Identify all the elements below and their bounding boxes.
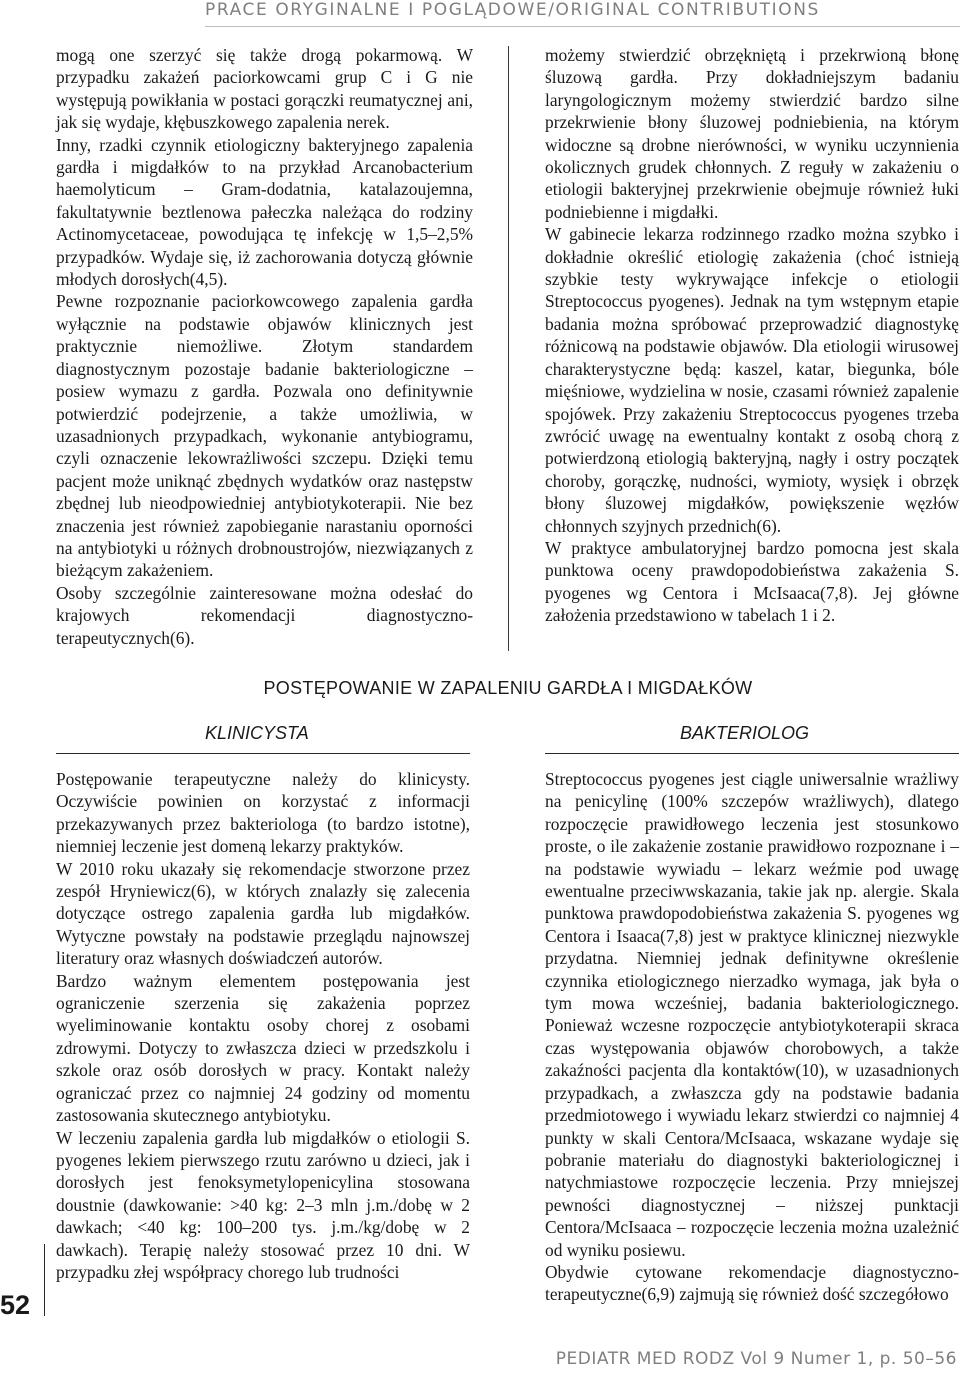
paragraph: Postępowanie terapeutyczne należy do klinicysty. Oczywiście powinien on korzystać z informacji przekazywanych przez bakteriologa (to bardzo istotne), niemniej leczenie jest domeną lekarzy praktyków.	[56, 769, 470, 857]
right-column-top	[545, 44, 959, 627]
page-number-divider	[44, 1244, 45, 1316]
paragraph: Osoby szczególnie zainteresowane można odesłać do krajowych rekomendacji diagnostyczno-terapeutycznych(6).	[56, 582, 473, 648]
clinician-column	[56, 768, 470, 1283]
header-divider	[205, 26, 960, 27]
bacteriologist-divider	[545, 753, 959, 754]
paragraph: W gabinecie lekarza rodzinnego rzadko można szybko i dokładnie określić etiologię zakażenia (choć istnieją szybkie testy wykrywające infekcje o etiologii Streptococcus pyogenes). Jednak na tym wstępnym etapie badania można spróbować przeprowadzić diagnostykę różnicową na podstawie objawów. Dla etiologii wirusowej charakterystyczne będą: kaszel, katar, biegunka, bóle mięśniowe, wydzielina w nosie, czasami również zapalenie spojówek. Przy zakażeniu Streptococcus pyogenes trzeba zwrócić uwagę na ewentualny kontakt z osobą chorą z potwierdzoną etiologią bakteryjną, nagły i ostry początek choroby, gorączkę, nudności, wymioty, wysięk i obrzęk błony śluzowej migdałków, powiększenie węzłów chłonnych szyjnych przednich(6).	[545, 224, 959, 536]
left-column-top	[56, 44, 473, 649]
paragraph: mogą one szerzyć się także drogą pokarmową. W przypadku zakażeń paciorkowcami grup C i G nie występują powikłania w postaci gorączki reumatycznej ani, jak się wydaje, kłębuszkowego zapalenia nerek.	[56, 45, 473, 133]
paragraph: W praktyce ambulatoryjnej bardzo pomocna jest skala punktowa oceny prawdopodobieństwa zakażenia S. pyogenes wg Centora i McIsaaca(7,8). Jej główne założenia przedstawiono w tabelach 1 i 2.	[545, 537, 959, 626]
paragraph: Pewne rozpoznanie paciorkowcowego zapalenia gardła wyłącznie na podstawie objawów klinicznych jest praktycznie niemożliwe. Złotym standardem diagnostycznym pozostaje badanie bakteriologiczne – posiew wymazu z gardła. Pozwala ono definitywnie potwierdzić podejrzenie, a także umożliwia, w uzasadnionych przypadkach, wykonanie antybiogramu, czyli oznaczenie lekowrażliwości szczepu. Dzięki temu pacjent może uniknąć zbędnych wydatków oraz następstw zbędnej lub nieodpowiedniej antybiotykoterapii. Nie bez znaczenia jest również zapobieganie narastaniu oporności na antybiotyki u różnych drobnoustrojów, niezwiązanych z bieżącym zakażeniem.	[56, 291, 473, 581]
paragraph: Inny, rzadki czynnik etiologiczny bakteryjnego zapalenia gardła i migdałków to na przykład Arcanobacterium haemolyticum – Gram-dodatnia, katalazoujemna, fakultatywnie beztlenowa pałeczka należąca do rodziny Actinomycetaceae, powodująca tę infekcję w 1,5–2,5% przypadków. Wydaje się, iż zachorowania dotyczą głównie młodych dorosłych(4,5).	[56, 134, 473, 290]
paragraph: W 2010 roku ukazały się rekomendacje stworzone przez zespół Hryniewicz(6), w których znalazły się zalecenia dotyczące ostrego zapalenia gardła lub migdałków. Wytyczne powstały na podstawie przeglądu najnowszej literatury oraz własnych doświadczeń autorów.	[56, 858, 470, 969]
column-divider	[508, 46, 509, 651]
paragraph: Obydwie cytowane rekomendacje diagnostyczno-terapeutyczne(6,9) zajmują się również dość szczegółowo	[545, 1261, 959, 1305]
section-title: POSTĘPOWANIE W ZAPALENIU GARDŁA I MIGDAŁKÓW	[263, 678, 753, 698]
clinician-heading: KLINICYSTA	[205, 723, 309, 743]
paragraph: W leczeniu zapalenia gardła lub migdałków o etiologii S. pyogenes lekiem pierwszego rzutu zarówno u dzieci, jak i dorosłych jest fenoksymetylopenicylina stosowana doustnie (dawkowanie: >40 kg: 2–3 mln j.m./dobę w 2 dawkach; <40 kg: 100–200 tys. j.m./kg/dobę w 2 dawkach). Terapię należy stosować przez 10 dni. W przypadku złej współpracy chorego lub trudności	[56, 1127, 470, 1282]
running-header: PRACE ORYGINALNE I POGLĄDOWE/ORIGINAL CONTRIBUTIONS	[205, 0, 820, 20]
journal-citation: PEDIATR MED RODZ Vol 9 Numer 1, p. 50–56	[555, 1349, 957, 1369]
paragraph: możemy stwierdzić obrzękniętą i przekrwioną błonę śluzową gardła. Przy dokładniejszym badaniu laryngologicznym możemy stwierdzić bardzo silne przekrwienie błony śluzowej podniebienia, na którym widoczne są drobne nierówności, w wyniku uczynnienia okolicznych grudek chłonnych. Z reguły w zakażeniu o etiologii bakteryjnej przekrwienie obejmuje również łuki podniebienne i migdałki.	[545, 45, 959, 222]
page-number: 52	[0, 1290, 31, 1320]
bacteriologist-column	[545, 768, 959, 1306]
clinician-divider	[56, 753, 470, 754]
paragraph: Bardzo ważnym elementem postępowania jest ograniczenie szerzenia się zakażenia poprzez wyeliminowanie kontaktu osoby chorej z osobami zdrowymi. Dotyczy to zwłaszcza dzieci w przedszkolu i szkole oraz osób dorosłych w pracy. Kontakt należy ograniczać przez co najmniej 24 godziny od momentu zastosowania skutecznego antybiotyku.	[56, 970, 470, 1126]
bacteriologist-heading: BAKTERIOLOG	[680, 723, 810, 743]
paragraph: Streptococcus pyogenes jest ciągle uniwersalnie wrażliwy na penicylinę (100% szczepów wrażliwych), dlatego rozpoczęcie prawidłowego leczenia jest stosunkowo proste, o ile zakażenie zostanie prawidłowo rozpoznane i – na podstawie wywiadu – lekarz weźmie pod uwagę ewentualne przeciwwskazania, takie jak np. alergie. Skala punktowa prawdopodobieństwa zakażenia S. pyogenes wg Centora i Isaaca(7,8) jest w praktyce klinicznej niezwykle przydatna. Niemniej jednak definitywne określenie czynnika etiologicznego nierzadko wymaga, jak była o tym mowa wcześniej, badania bakteriologicznego. Ponieważ wczesne rozpoczęcie antybiotykoterapii skraca czas występowania objawów chorobowych, a także zakaźności pacjenta dla kontaktów(10), w uzasadnionych przypadkach, a zwłaszcza gdy na podstawie badania przedmiotowego i wywiadu lekarz stwierdzi co najmniej 4 punkty w skali Centora/McIsaaca, wskazane wydaje się pobranie materiału do diagnostyki bakteriologicznej i natychmiastowe rozpoczęcie leczenia. Przy mniejszej pewności diagnostycznej – niższej punktacji Centora/McIsaaca – rozpoczęcie leczenia można uzależnić od wyniku posiewu.	[545, 769, 959, 1260]
